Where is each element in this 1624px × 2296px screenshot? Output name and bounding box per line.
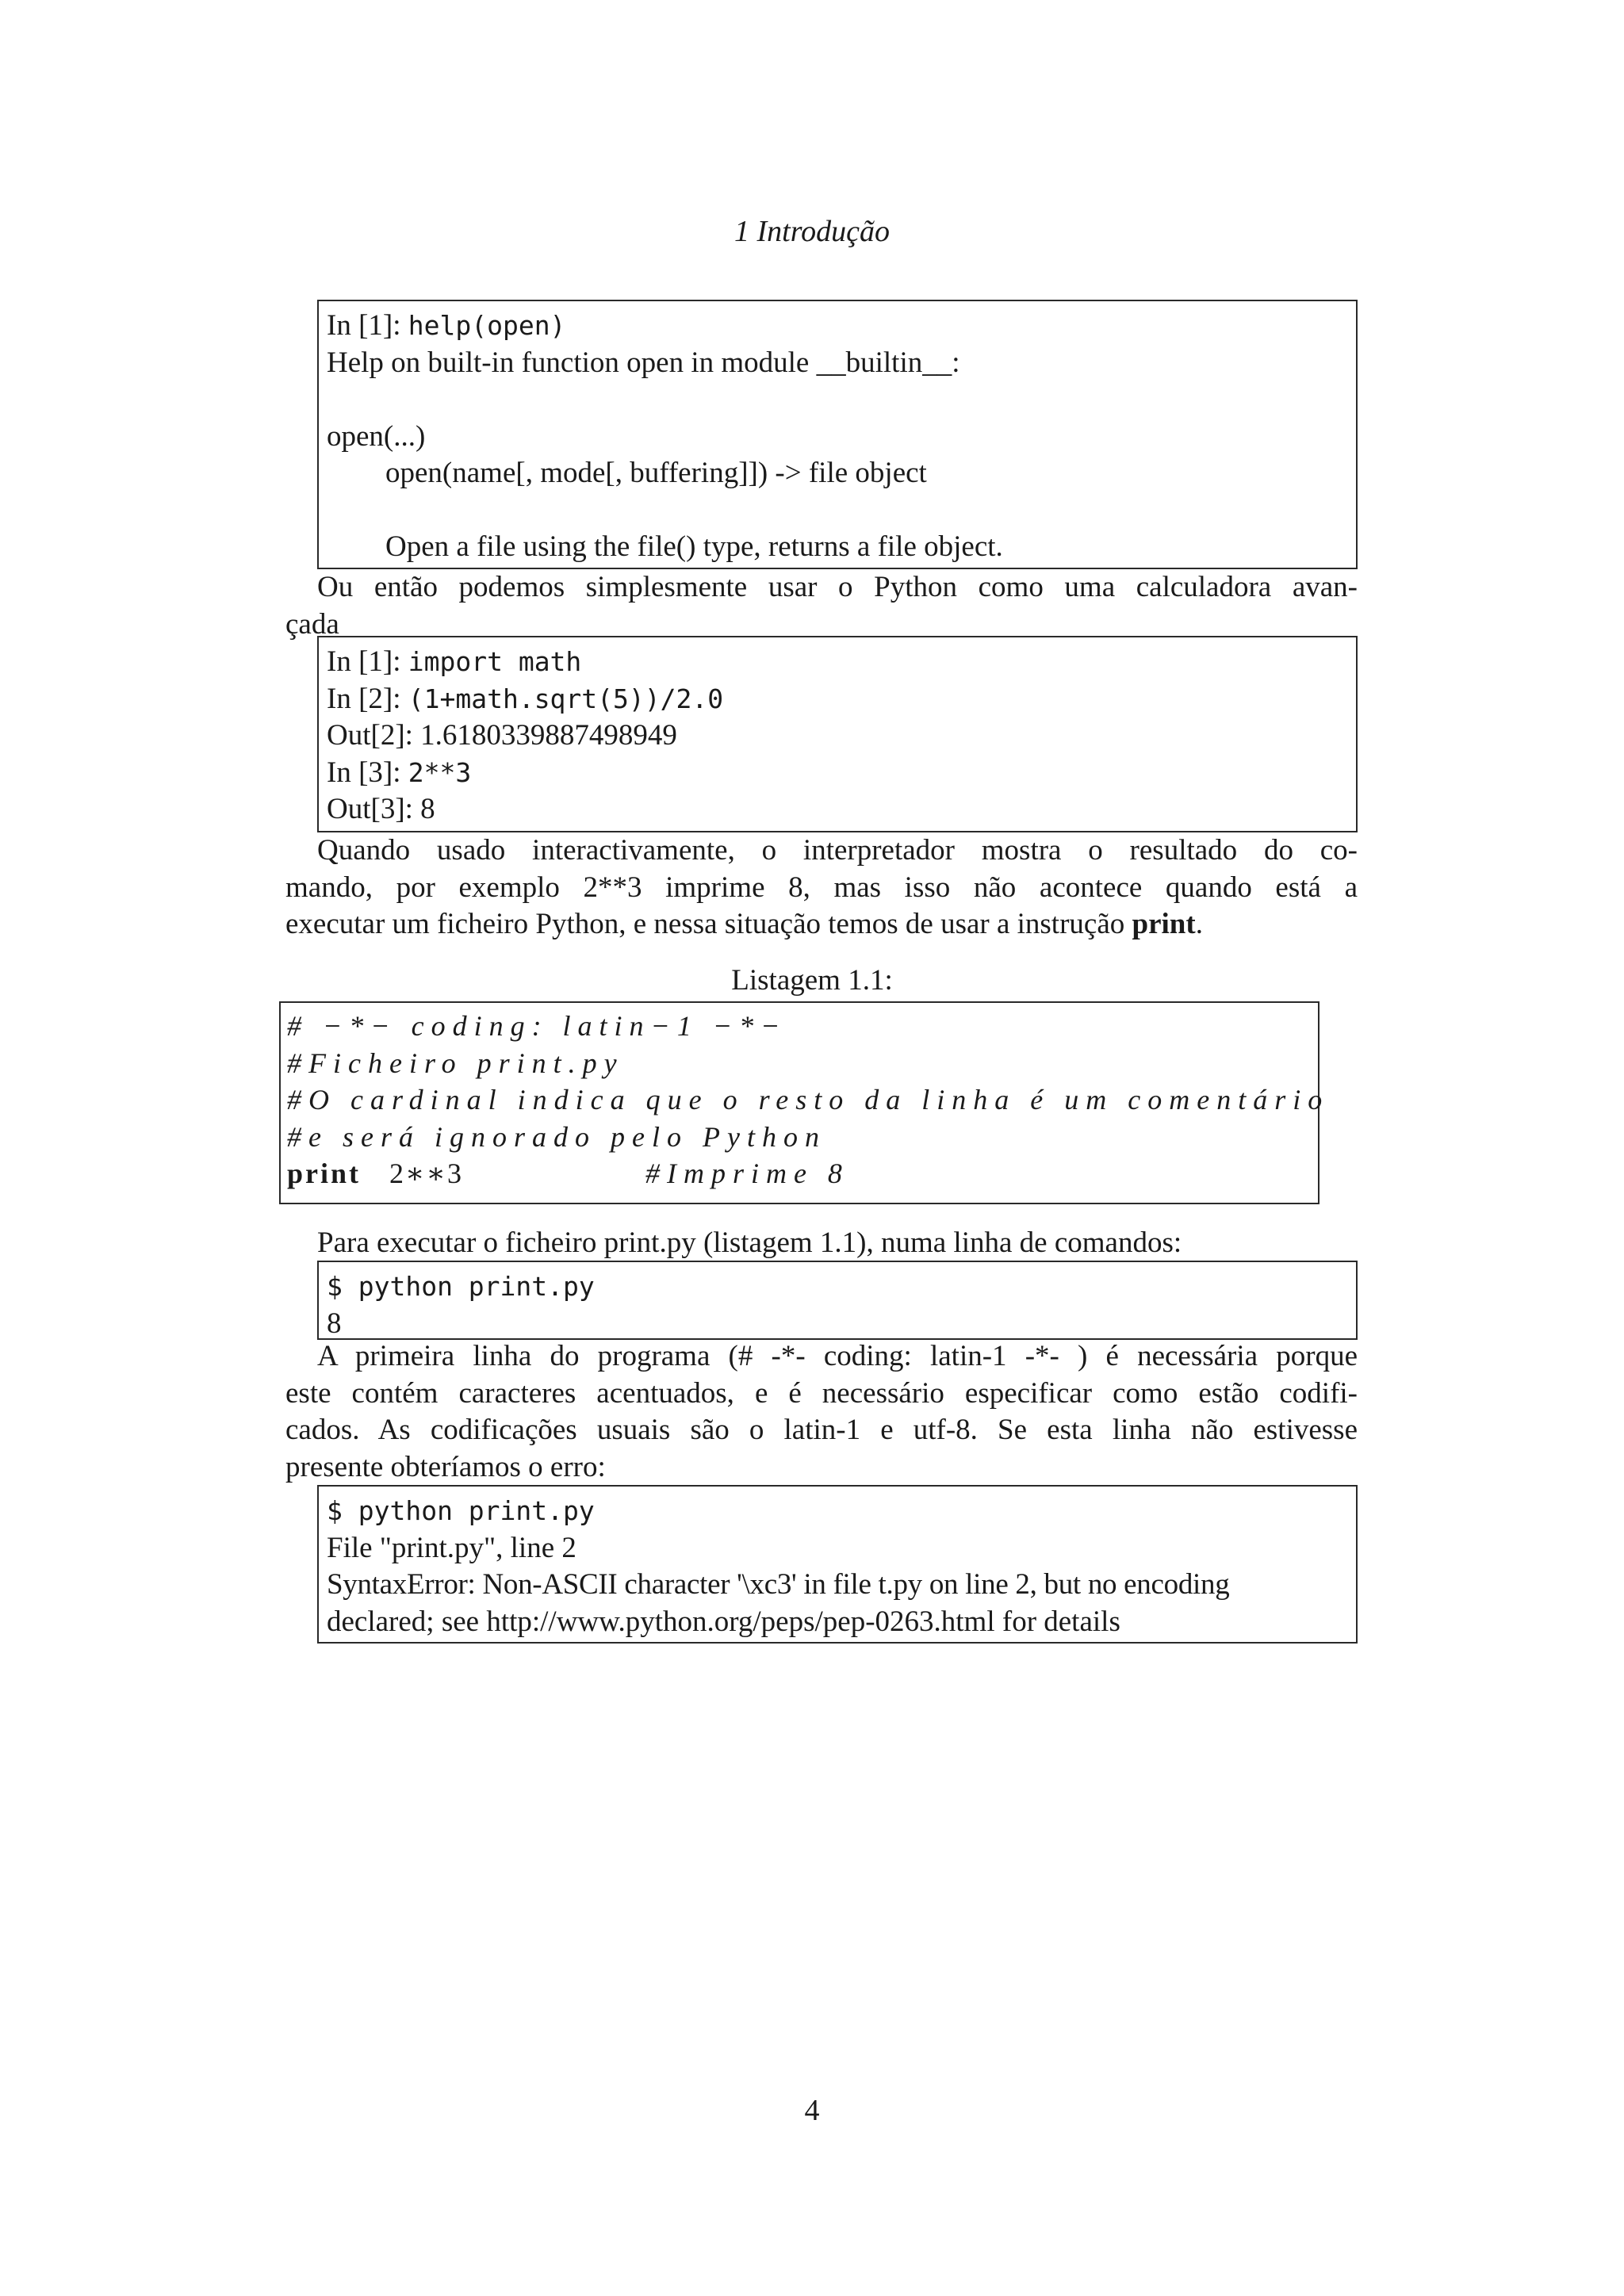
console-line: open(name[, mode[, buffering]]) -> file object xyxy=(385,457,927,489)
listing-line: # −*− coding: latin−1 −*− xyxy=(287,1010,787,1042)
console-line: $ python print.py xyxy=(327,1271,595,1302)
running-header: 1 Introdução xyxy=(734,215,890,248)
console-line: In [3]: 2**3 xyxy=(327,756,472,789)
console-line: Out[3]: 8 xyxy=(327,793,435,825)
paragraph-run: Para executar o ficheiro print.py (listagem 1.1), numa linha de comandos: xyxy=(317,1226,1182,1259)
console-line: declared; see http://www.python.org/peps/pep-0263.html for details xyxy=(327,1605,1120,1638)
paragraph-interactive: Quando usado interactivamente, o interpretador mostra o resultado do co- mando, por exemplo 2**3 imprime 8, mas isso não acontece quando está a executar um ficheiro Python, e nessa situação temos de usar a instrução print. xyxy=(285,834,1358,940)
paragraph-calculator: Ou então podemos simplesmente usar o Python como uma calculadora avan- çada xyxy=(285,571,1358,641)
console-line: In [1]: import math xyxy=(327,645,582,678)
error-output-box xyxy=(317,1485,1358,1644)
console-line: Out[2]: 1.6180339887498949 xyxy=(327,719,677,752)
console-line: Help on built-in function open in module __builtin__: xyxy=(327,346,960,379)
run-output-box xyxy=(317,1261,1358,1340)
console-line: 8 xyxy=(327,1307,342,1340)
listing-line: print 2∗∗3 #Imprime 8 xyxy=(287,1158,849,1189)
console-line: File "print.py", line 2 xyxy=(327,1531,576,1564)
code-listing xyxy=(279,1001,1330,1204)
console-line: In [2]: (1+math.sqrt(5))/2.0 xyxy=(327,682,724,715)
console-line: SyntaxError: Non-ASCII character '\xc3' in file t.py on line 2, but no encoding xyxy=(327,1568,1230,1601)
console-line: In [1]: help(open) xyxy=(327,309,566,342)
listing-line: #e será ignorado pelo Python xyxy=(287,1120,826,1153)
calculator-output-box xyxy=(317,636,1358,832)
listing-line: #O cardinal indica que o resto da linha é um comentário xyxy=(287,1084,1330,1115)
paragraph-encoding: A primeira linha do programa (# -*- coding: latin-1 -*- ) é necessária porque este contém caracteres acentuados, e é necessário especificar como estão codifi- cados. As codificações usuais são o latin-1 e utf-8. Se esta linha não estivesse presente obteríamos o erro: xyxy=(285,1340,1358,1483)
console-line: $ python print.py xyxy=(327,1495,595,1526)
help-output-box xyxy=(317,300,1358,569)
listing-line: #Ficheiro print.py xyxy=(287,1047,624,1079)
listing-caption: Listagem 1.1: xyxy=(731,964,893,997)
console-line: Open a file using the file() type, returns a file object. xyxy=(385,530,1003,563)
page-number: 4 xyxy=(804,2094,820,2127)
console-line: open(...) xyxy=(327,419,426,453)
